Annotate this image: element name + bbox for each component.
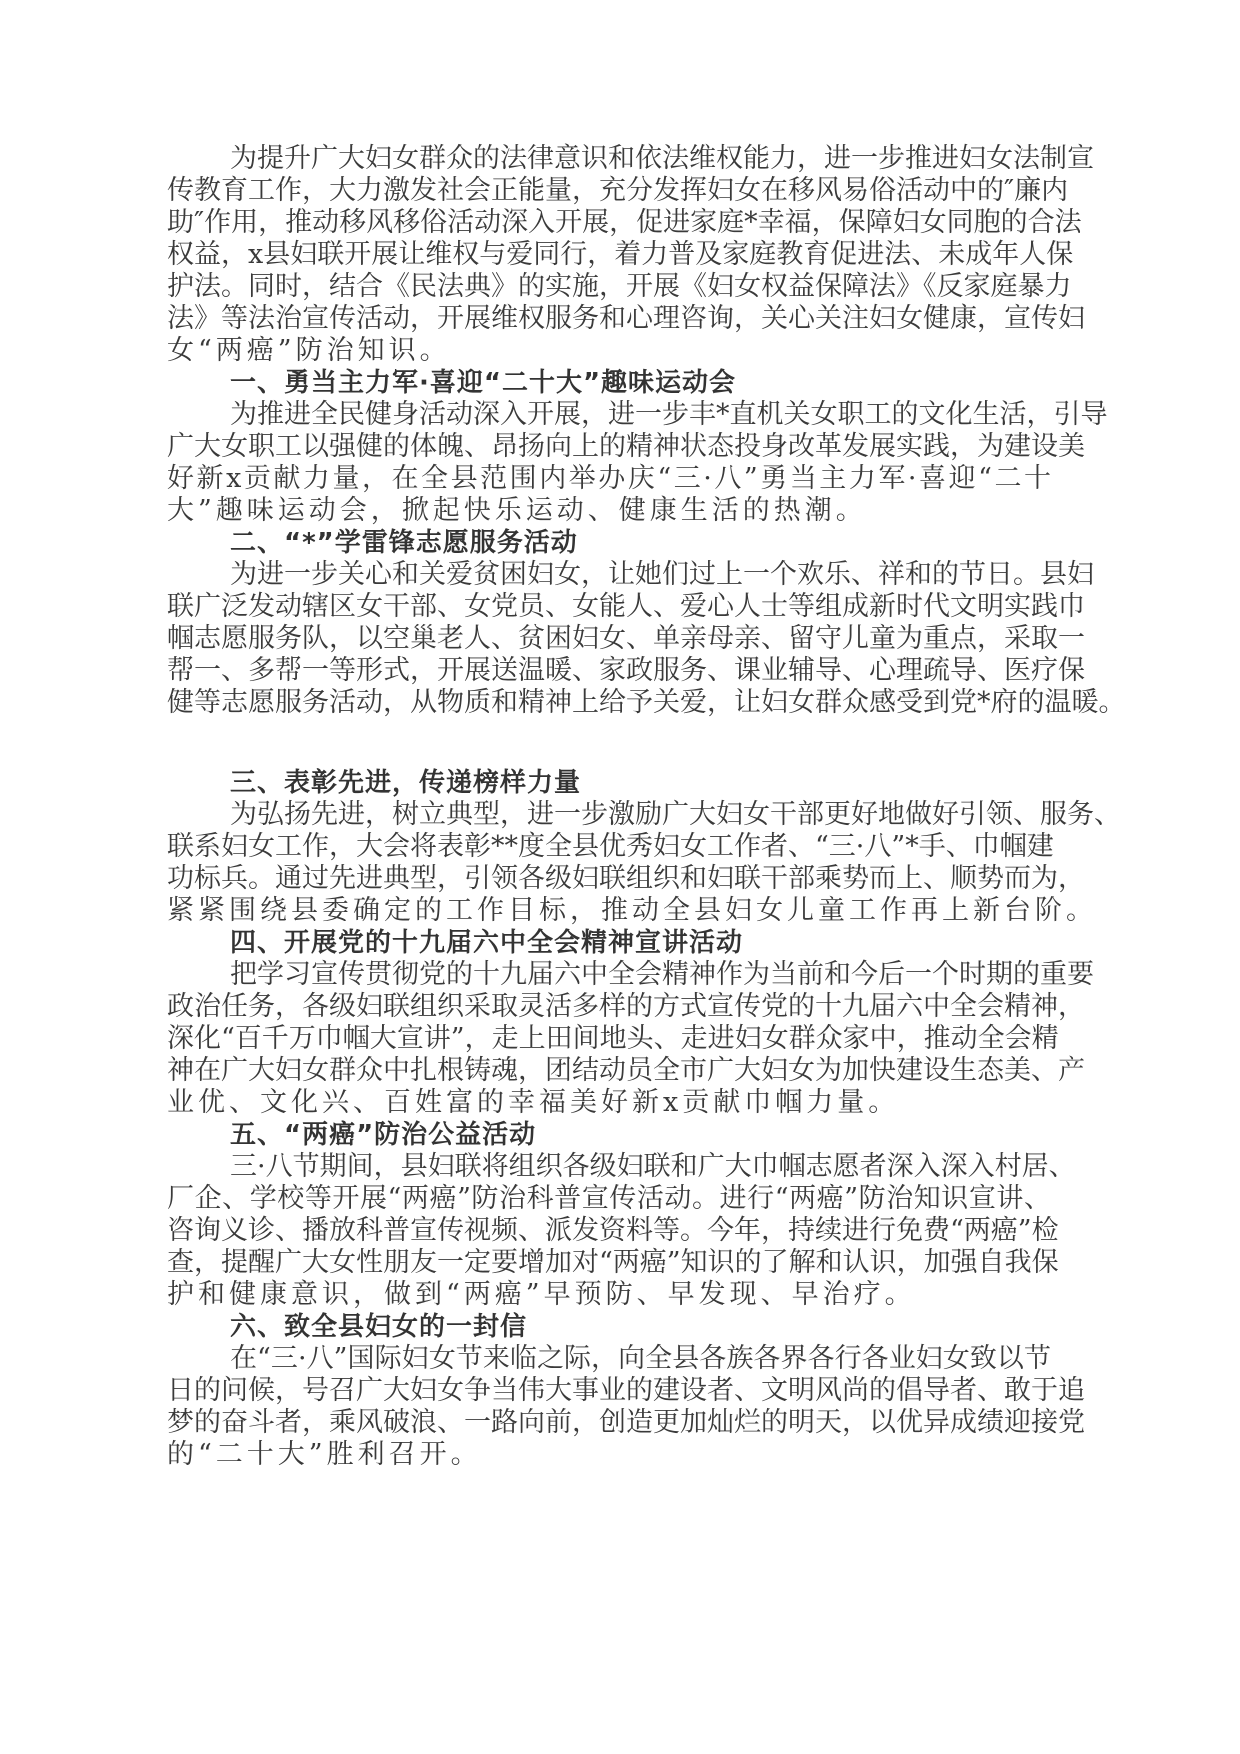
- paragraph-line: 的“二十大”胜利召开。: [167, 1439, 482, 1470]
- paragraph-line: 帮一、多帮一等形式，开展送温暖、家政服务、课业辅导、心理疏导、医疗保: [167, 655, 1085, 686]
- paragraph-line: 女“两癌”防治知识。: [167, 335, 451, 366]
- paragraph-line: 三·八节期间，县妇联将组织各级妇联和广大巾帼志愿者深入深入村居、: [230, 1151, 1076, 1182]
- paragraph-line: 政治任务，各级妇联组织采取灵活多样的方式宣传党的十九届六中全会精神，: [167, 991, 1085, 1022]
- paragraph-line: 权益，x县妇联开展让维权与爱同行，着力普及家庭教育促进法、未成年人保: [167, 239, 1074, 270]
- paragraph-line: 咨询义诊、播放科普宣传视频、派发资料等。今年，持续进行免费“两癌”检: [167, 1215, 1059, 1246]
- section-6-open-letter: [167, 1311, 1085, 1471]
- paragraph-line: 业优、文化兴、百姓富的幸福美好新x贡献巾帼力量。: [167, 1087, 900, 1118]
- section-2-volunteer-service: [167, 527, 1126, 719]
- paragraph-line: 为推进全民健身活动深入开展，进一步丰*直机关女职工的文化生活，引导: [230, 399, 1108, 430]
- blank-line: [167, 719, 1051, 767]
- paragraph-line: 为提升广大妇女群众的法律意识和依法维权能力，进一步推进妇女法制宣: [230, 143, 1094, 174]
- section-heading: 一、勇当主力军·喜迎“二十大”趣味运动会: [230, 368, 737, 398]
- paragraph-line: 联广泛发动辖区女干部、女党员、女能人、爱心人士等组成新时代文明实践巾: [167, 591, 1085, 622]
- paragraph-line: 护法。同时，结合《民法典》的实施，开展《妇女权益保障法》《反家庭暴力: [167, 271, 1072, 302]
- section-5-cancer-prevention: [167, 1119, 1076, 1311]
- paragraph-line: 法》等法治宣传活动，开展维权服务和心理咨询，关心关注妇女健康，宣传妇: [167, 303, 1085, 334]
- paragraph-line: 厂企、学校等开展“两癌”防治科普宣传活动。进行“两癌”防治知识宣讲、: [167, 1183, 1051, 1214]
- paragraph-line: 帼志愿服务队，以空巢老人、贫困妇女、单亲母亲、留守儿童为重点，采取一: [167, 623, 1085, 654]
- section-heading: 四、开展党的十九届六中全会精神宣讲活动: [230, 928, 744, 958]
- paragraph-line: 日的问候，号召广大妇女争当伟大事业的建设者、文明风尚的倡导者、敢于追: [167, 1375, 1085, 1406]
- paragraph-line: 功标兵。通过先进典型，引领各级妇联组织和妇联干部乘势而上、顺势而为，: [167, 863, 1085, 894]
- paragraph-line: 大”趣味运动会，掀起快乐运动、健康生活的热潮。: [167, 495, 867, 526]
- paragraph-line: 广大女职工以强健的体魄、昂扬向上的精神状态投身改革发展实践，为建设美: [167, 431, 1085, 462]
- document-page: [167, 143, 1126, 1471]
- section-3-commendation: [167, 767, 1121, 927]
- paragraph-line: 助″作用，推动移风移俗活动深入开展，促进家庭*幸福，保障妇女同胞的合法: [167, 207, 1082, 238]
- paragraph-line: 深化“百千万巾帼大宣讲”，走上田间地头、走进妇女群众家中，推动全会精: [167, 1023, 1059, 1054]
- paragraph-line: 联系妇女工作，大会将表彰**度全县优秀妇女工作者、“三·八”*手、巾帼建: [167, 831, 1054, 862]
- section-4-lecture-activity: [167, 927, 1094, 1119]
- paragraph-line: 护和健康意识，做到“两癌”早预防、早发现、早治疗。: [167, 1279, 916, 1310]
- intro-paragraph: [167, 143, 1094, 367]
- paragraph-line: 在“三·八”国际妇女节来临之际，向全县各族各界各行各业妇女致以节: [230, 1343, 1051, 1374]
- paragraph-line: 传教育工作，大力激发社会正能量，充分发挥妇女在移风易俗活动中的″廉内: [167, 175, 1069, 206]
- paragraph-line: 为进一步关心和关爱贫困妇女，让她们过上一个欢乐、祥和的节日。县妇: [230, 559, 1094, 590]
- paragraph-line: 神在广大妇女群众中扎根铸魂，团结动员全市广大妇女为加快建设生态美、产: [167, 1055, 1085, 1086]
- paragraph-line: 把学习宣传贯彻党的十九届六中全会精神作为当前和今后一个时期的重要: [230, 959, 1094, 990]
- section-heading: 三、表彰先进，传递榜样力量: [230, 768, 582, 798]
- paragraph-line: 好新x贡献力量，在全县范围内举办庆“三·八”勇当主力军·喜迎“二十: [167, 463, 1051, 494]
- section-1-sports-meeting: [167, 367, 1108, 527]
- section-heading: 五、“两癌”防治公益活动: [230, 1120, 537, 1150]
- paragraph-line: 健等志愿服务活动，从物质和精神上给予关爱，让妇女群众感受到党*府的温暖。: [167, 687, 1126, 718]
- paragraph-line: 为弘扬先进，树立典型，进一步激励广大妇女干部更好地做好引领、服务、: [230, 799, 1121, 830]
- section-heading: 二、“*”学雷锋志愿服务活动: [230, 528, 578, 558]
- paragraph-line: 紧紧围绕县委确定的工作目标，推动全县妇女儿童工作再上新台阶。: [167, 895, 1097, 926]
- paragraph-line: 查，提醒广大女性朋友一定要增加对“两癌”知识的了解和认识，加强自我保: [167, 1247, 1059, 1278]
- section-heading: 六、致全县妇女的一封信: [230, 1312, 528, 1342]
- paragraph-line: 梦的奋斗者，乘风破浪、一路向前，创造更加灿烂的明天，以优异成绩迎接党: [167, 1407, 1085, 1438]
